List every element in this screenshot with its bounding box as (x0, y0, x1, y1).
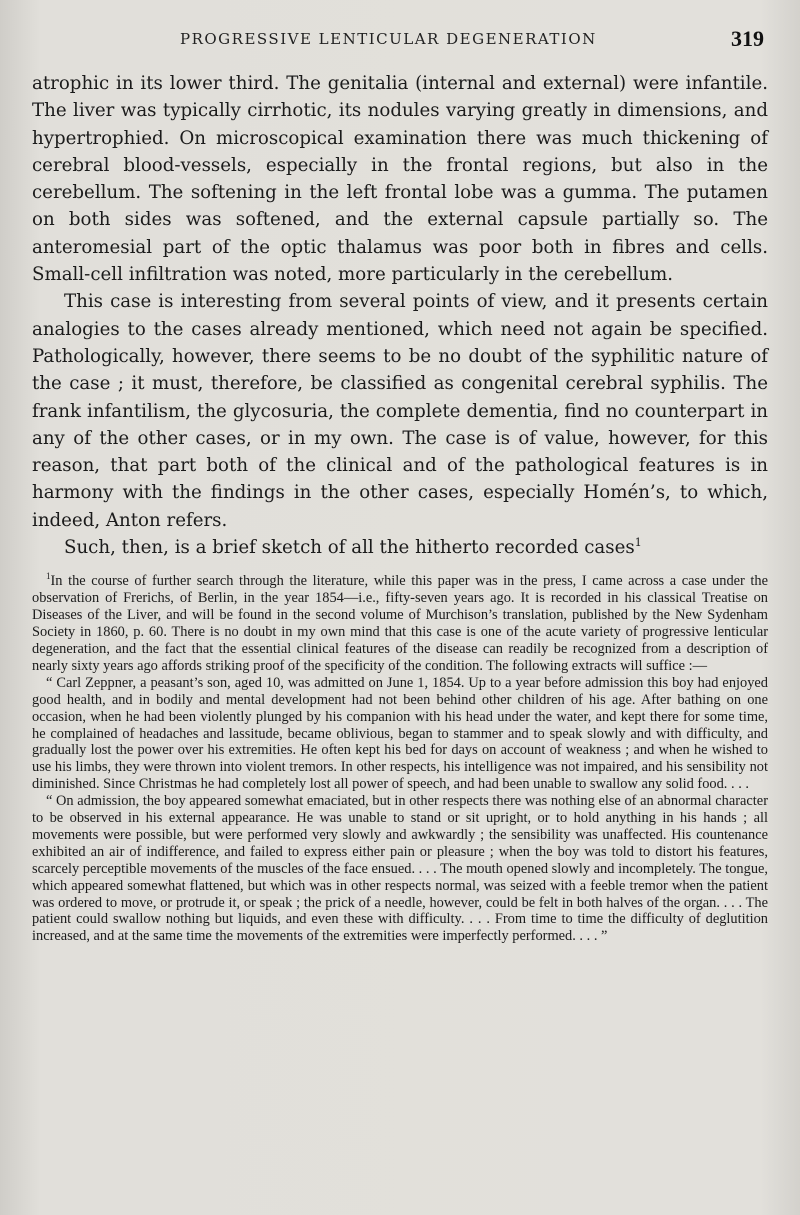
footnote-marker: 1 (46, 571, 51, 582)
footnote (32, 573, 768, 945)
paragraph-continued: atrophic in its lower third. The genitalia (internal and external) were infantile. The liver was typically cirrhotic, its nodules varying greatly in dimensions, and hypertrophied. On microscopical examination there was much thickening of cerebral blood-vessels, especially in the frontal regions, but also in the cerebellum. The softening in the left frontal lobe was a gumma. The putamen on both sides was softened, and the external capsule partially so. The anteromesial part of the optic thalamus was poor both in fibres and cells. Small-cell infiltration was noted, more particularly in the cerebellum. (32, 73, 768, 286)
footnote-intro-text: In the course of further search through the literature, while this paper was in the press, I came across a case under the observation of Frerichs, of Berlin, in the year 1854—i.e., fifty-seven years ago. It is recorded in his classical Treatise on Diseases of the Liver, and will be found in the second volume of Murchison’s translation, published by the New Sydenham Society in 1860, p. 60. There is no doubt in my own mind that this case is one of the acute variety of progressive lenticular degeneration, and the fact that the essential clinical features of the disease can readily be recognized from a description of nearly sixty years ago affords striking proof of the specificity of the condition. The following extracts will suffice :— (32, 573, 768, 674)
body-text (32, 70, 768, 561)
footnote-quote-second: “ On admission, the boy appeared somewhat emaciated, but in other respects there was nothing else of an abnormal character to be observed in his external appearance. He was unable to stand or sit upright, or to hold anything in his hands ; all movements were possible, but were performed very slowly and awkwardly ; the sensibility was unaffected. His countenance exhibited an air of indifference, and failed to express either pain or pleasure ; when the boy was told to distort his features, scarcely perceptible movements of the muscles of the face ensued. . . . The mouth opened slowly and incompletely. The tongue, which appeared somewhat flattened, but which was in other respects normal, was seized with a feeble tremor when the patient was ordered to move, or protrude it, or speak ; the prick of a needle, however, could be felt in both halves of the organ. . . . The patient could swallow nothing but liquids, and even these with difficulty. . . . From time to time the difficulty of deglutition increased, and at the same time the movements of the extremities were imperfectly performed. . . . ” (32, 793, 768, 945)
paragraph-case-discussion: This case is interesting from several points of view, and it presents certain analogies to the cases already mentioned, which need not again be specified. Pathologically, however, there seems to be no doubt of the syphilitic nature of the case ; it must, therefore, be classified as congenital cerebral syphilis. The frank infantilism, the glycosuria, the complete dementia, find no counterpart in any of the other cases, or in my own. The case is of value, however, for this reason, that part both of the clinical and of the pathological features is in harmony with the findings in the other cases, especially Homén’s, to which, indeed, Anton refers. (32, 291, 768, 531)
paragraph-summary (32, 534, 768, 561)
footnote-reference-marker[interactable]: 1 (634, 535, 642, 549)
running-head (32, 26, 768, 56)
paragraph-summary-text: Such, then, is a brief sketch of all the hitherto recorded cases (64, 537, 635, 559)
page-number: 319 (731, 26, 764, 51)
running-title: PROGRESSIVE LENTICULAR DEGENERATION (180, 30, 597, 48)
footnote-intro (32, 573, 768, 674)
footnote-quote-first: “ Carl Zeppner, a peasant’s son, aged 10, was admitted on June 1, 1854. Up to a year before admission this boy had enjoyed good health, and in bodily and mental development had not been behind other children of his age. After bathing on one occasion, when he had been violently plunged by his companion with his head under the water, and kept there for some time, he complained of headaches and lassitude, became oblivious, began to stammer and to speak slowly and with difficulty, and gradually lost the power over his extremities. He often kept his bed for days on account of weakness ; and when he wished to use his limbs, they were thrown into violent tremors. In other respects, his intelligence was not impaired, and his sensibility not diminished. Since Christmas he had completely lost all power of speech, and had been unable to swallow any solid food. . . . (32, 674, 768, 793)
